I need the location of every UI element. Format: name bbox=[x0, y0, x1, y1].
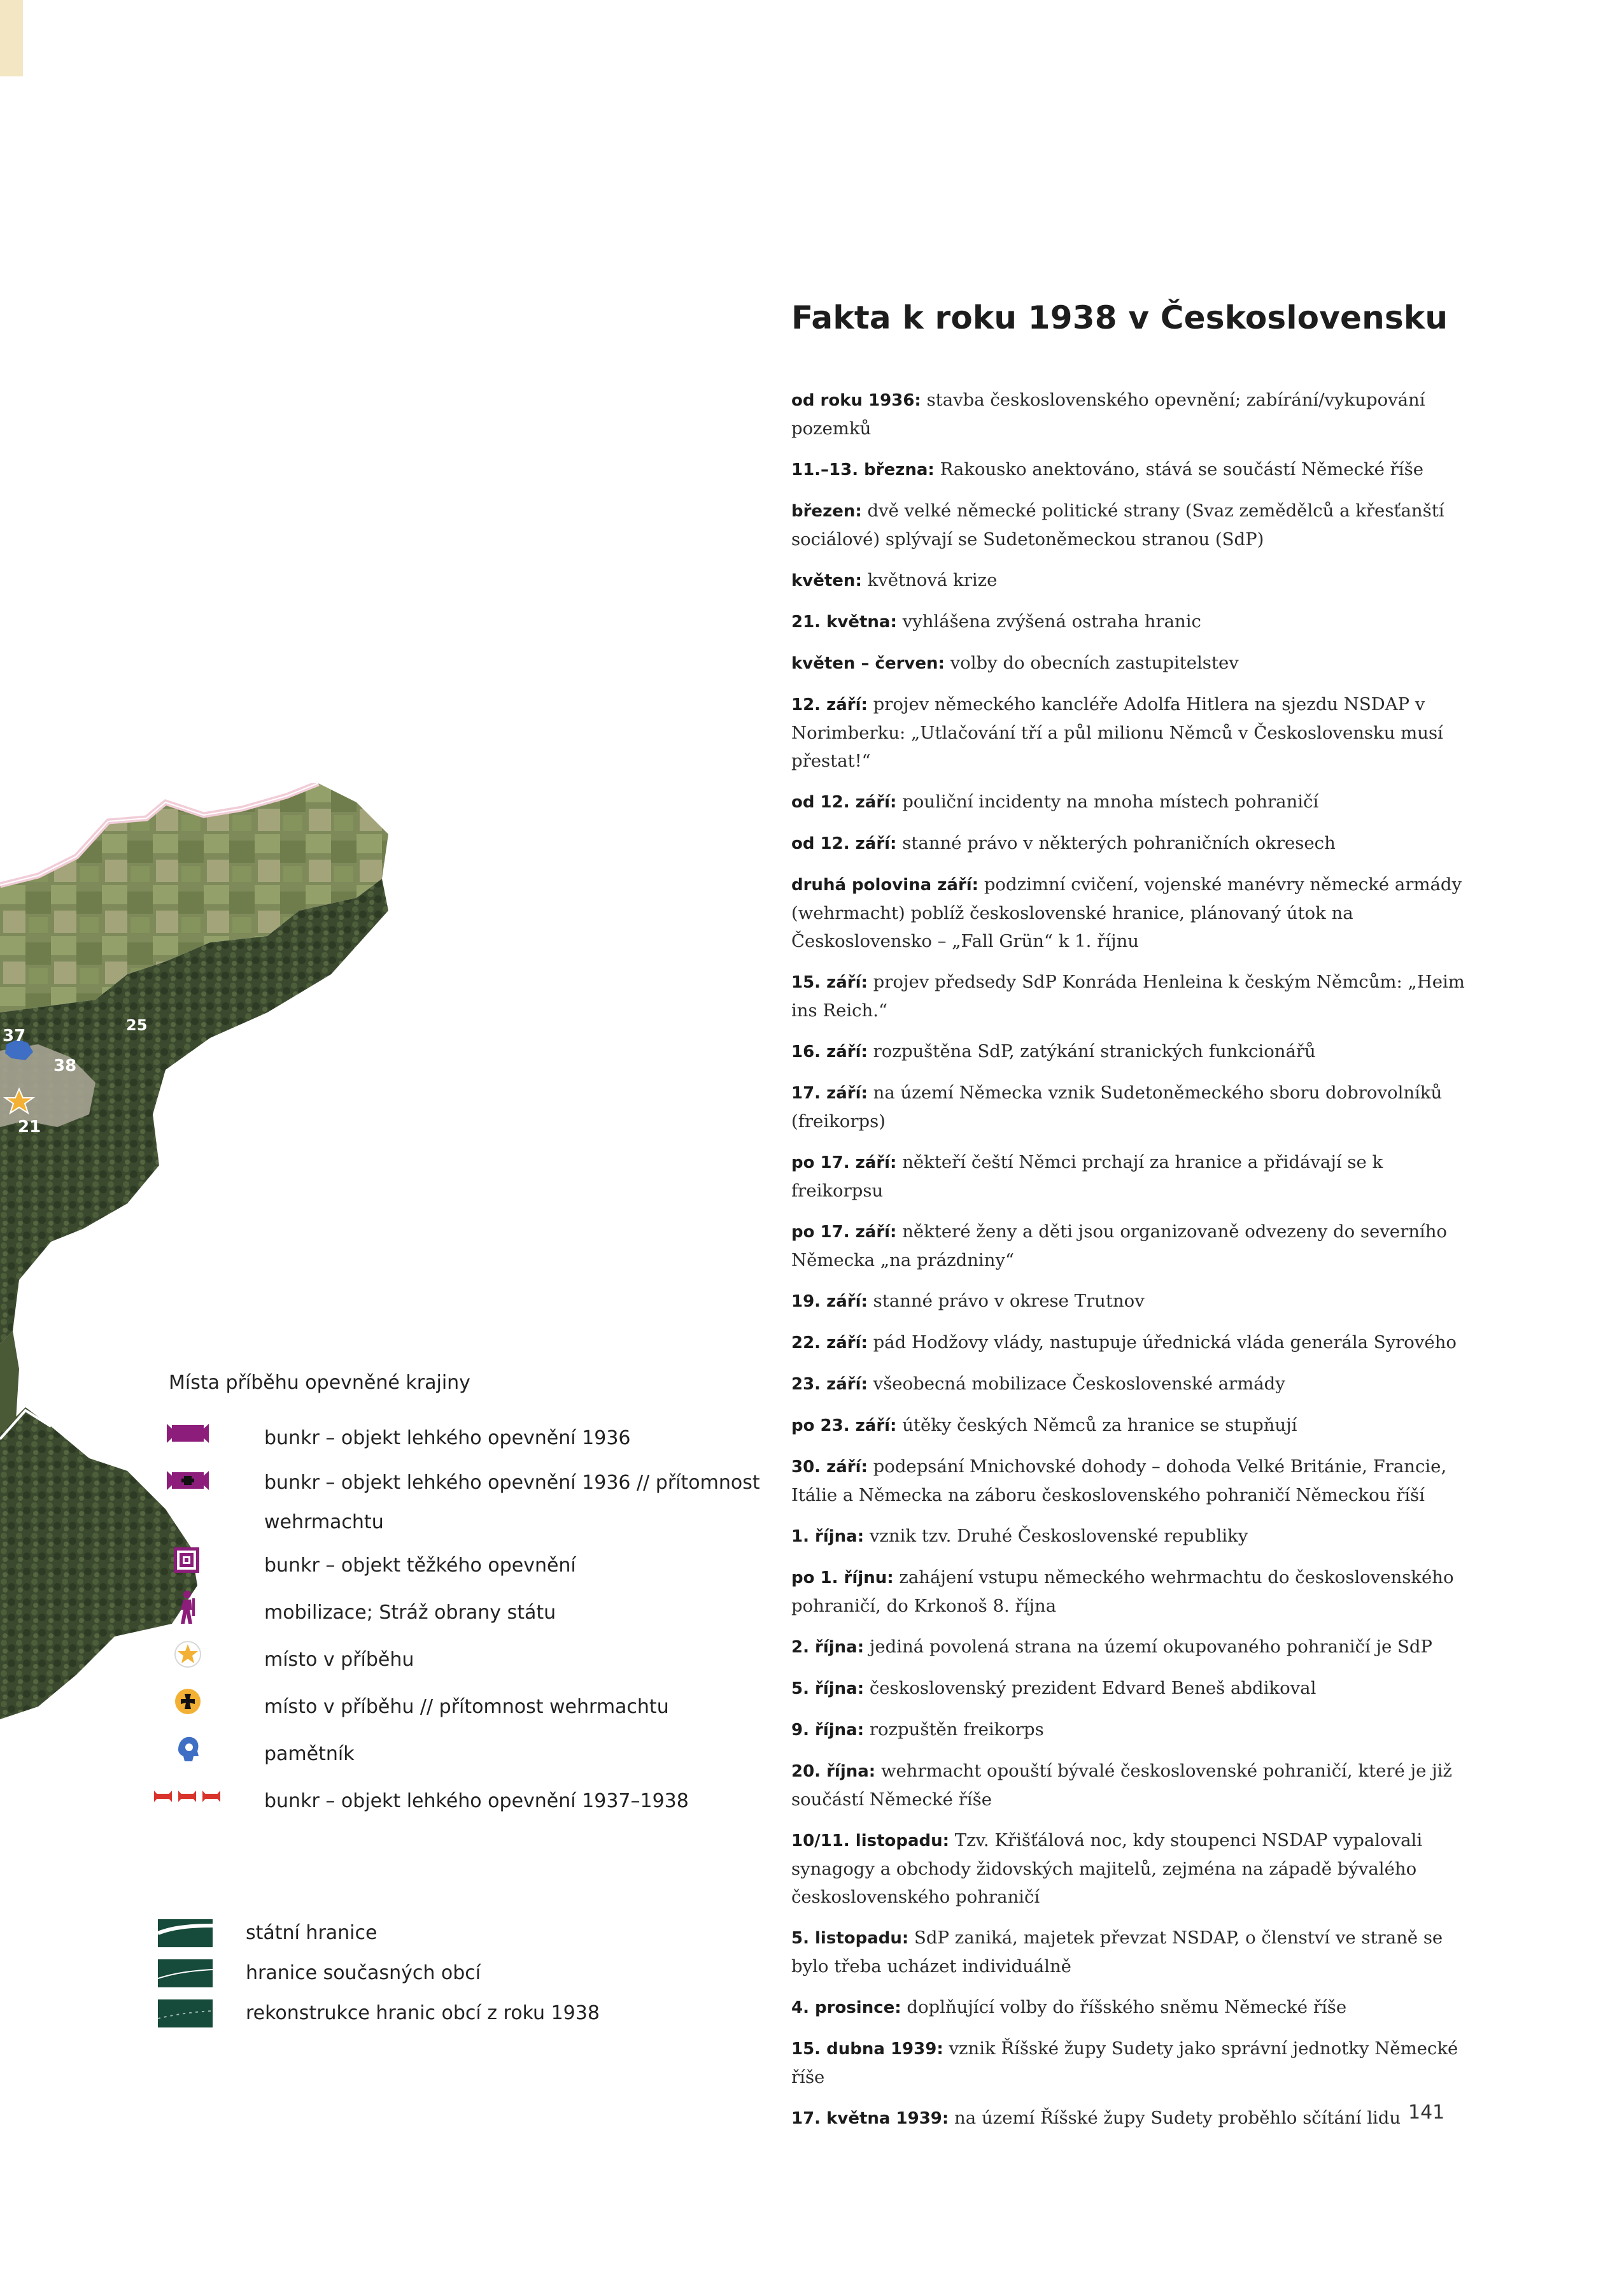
fact-date: 19. září: bbox=[791, 1292, 868, 1311]
fact-text: vznik tzv. Druhé Československé republiky bbox=[864, 1526, 1248, 1546]
fact-item bbox=[791, 1522, 1466, 1551]
fact-text: doplňující volby do říšského sněmu Německé říše bbox=[901, 1997, 1347, 2017]
fact-item bbox=[791, 1037, 1466, 1066]
fact-text: stanné právo v okrese Trutnov bbox=[867, 1291, 1145, 1311]
boundary-label: státní hranice bbox=[246, 1922, 378, 1944]
fact-text: vznik Říšské župy Sudety jako správní jednotky Německé říše bbox=[791, 2038, 1458, 2087]
fact-date: květen: bbox=[791, 571, 862, 590]
legend-label: bunkr – objekt lehkého opevnění 1937–1938 bbox=[264, 1790, 689, 1812]
fact-date: po 17. září: bbox=[791, 1153, 897, 1172]
fact-text: Tzv. Křišťálová noc, kdy stoupenci NSDAP vypalovali synagogy a obchody židovských majitelů, zejména na západě bývalého československého pohraničí bbox=[791, 1830, 1423, 1907]
light-bunker-1936-wehrmacht-icon bbox=[153, 1462, 223, 1498]
legend-label: pamětník bbox=[264, 1743, 355, 1765]
boundary-item bbox=[158, 1919, 642, 1959]
story-cross-icon bbox=[153, 1684, 223, 1719]
fact-item bbox=[791, 566, 1466, 595]
fact-date: 4. prosince: bbox=[791, 1998, 901, 2017]
municipal-border-1938-icon bbox=[158, 1999, 213, 2027]
fact-item bbox=[791, 1148, 1466, 1205]
fact-item bbox=[791, 1411, 1466, 1440]
mobilization-figure-icon bbox=[153, 1589, 223, 1625]
fact-date: po 1. říjnu: bbox=[791, 1568, 894, 1587]
fact-date: od roku 1936: bbox=[791, 391, 921, 410]
fact-date: 22. září: bbox=[791, 1333, 868, 1352]
fact-item bbox=[791, 829, 1466, 858]
fact-text: SdP zaniká, majetek převzat NSDAP, o členství ve straně se bylo třeba ucházet individuálně bbox=[791, 1928, 1443, 1977]
fact-item bbox=[791, 1563, 1466, 1620]
fact-item bbox=[791, 1452, 1466, 1509]
fact-item bbox=[791, 649, 1466, 678]
page-number: 141 bbox=[1408, 2101, 1445, 2124]
fact-date: 15. září: bbox=[791, 973, 868, 992]
fact-date: 11.–13. března: bbox=[791, 460, 935, 479]
boundary-legend bbox=[158, 1919, 642, 2040]
legend-item bbox=[153, 1635, 764, 1682]
fact-text: rozpuštěna SdP, zatýkání stranických funkcionářů bbox=[867, 1041, 1316, 1061]
legend-label: místo v příběhu bbox=[264, 1649, 414, 1671]
fact-date: od 12. září: bbox=[791, 793, 897, 812]
fact-text: dvě velké německé politické strany (Svaz zemědělců a křesťanští sociálové) splývají se Sudetoněmeckou stranou (SdP) bbox=[791, 501, 1444, 550]
fact-item bbox=[791, 1218, 1466, 1274]
fact-item bbox=[791, 788, 1466, 816]
fact-date: 23. září: bbox=[791, 1375, 868, 1394]
legend-item bbox=[153, 1588, 764, 1635]
fact-item bbox=[791, 968, 1466, 1025]
fact-date: 5. října: bbox=[791, 1679, 865, 1698]
legend-item bbox=[153, 1729, 764, 1777]
fact-text: stavba československého opevnění; zabírání/vykupování pozemků bbox=[791, 390, 1425, 439]
fact-item bbox=[791, 690, 1466, 775]
story-star-icon bbox=[153, 1636, 223, 1672]
fact-item bbox=[791, 497, 1466, 553]
fact-item bbox=[791, 455, 1466, 484]
boundary-label: rekonstrukce hranic obcí z roku 1938 bbox=[246, 2002, 600, 2024]
facts-list bbox=[791, 386, 1466, 2145]
boundary-item bbox=[158, 1959, 642, 1999]
fact-date: 15. dubna 1939: bbox=[791, 2040, 943, 2059]
heavy-bunker-icon bbox=[153, 1542, 223, 1578]
fact-item bbox=[791, 1715, 1466, 1744]
fact-item bbox=[791, 1633, 1466, 1661]
fact-text: jediná povolená strana na území okupovaného pohraničí je SdP bbox=[864, 1636, 1432, 1657]
fact-date: po 23. září: bbox=[791, 1416, 897, 1435]
fact-item bbox=[791, 1328, 1466, 1357]
boundary-item bbox=[158, 1999, 642, 2040]
fact-item bbox=[791, 1757, 1466, 1814]
legend-title: Místa příběhu opevněné krajiny bbox=[169, 1372, 470, 1394]
legend-label: mobilizace; Stráž obrany státu bbox=[264, 1601, 556, 1624]
page-title: Fakta k roku 1938 v Československu bbox=[791, 299, 1448, 336]
fact-text: květnová krize bbox=[861, 570, 998, 590]
fact-text: rozpuštěn freikorps bbox=[864, 1719, 1044, 1740]
legend-item bbox=[153, 1541, 764, 1588]
fact-date: druhá polovina září: bbox=[791, 876, 979, 895]
fact-text: stanné právo v některých pohraničních okresech bbox=[896, 833, 1336, 853]
fact-date: květen – červen: bbox=[791, 654, 945, 673]
fact-date: 16. září: bbox=[791, 1042, 868, 1061]
fact-text: vyhlášena zvýšená ostraha hranic bbox=[896, 611, 1201, 632]
legend-item bbox=[153, 1777, 764, 1824]
legend-item bbox=[153, 1682, 764, 1729]
fact-text: na území Německa vznik Sudetoněmeckého sboru dobrovolníků (freikorps) bbox=[791, 1083, 1443, 1132]
fact-text: wehrmacht opouští bývalé československé pohraničí, které je již součástí Německé říše bbox=[791, 1761, 1452, 1810]
fact-text: podzimní cvičení, vojenské manévry německé armády (wehrmacht) poblíž československé hranice, plánovaný útok na Československo – „Fall Grün“ k 1. říjnu bbox=[791, 874, 1462, 951]
fact-text: volby do obecních zastupitelstev bbox=[944, 653, 1239, 673]
fact-item bbox=[791, 2034, 1466, 2091]
fact-text: pouliční incidenty na mnoha místech pohraničí bbox=[896, 792, 1319, 812]
fact-item bbox=[791, 1993, 1466, 2022]
map-label-25: 25 bbox=[126, 1016, 148, 1034]
fact-date: 17. září: bbox=[791, 1084, 868, 1103]
fact-item bbox=[791, 386, 1466, 443]
fact-date: po 17. září: bbox=[791, 1223, 897, 1242]
legend-item bbox=[153, 1414, 764, 1461]
map-label-37: 37 bbox=[3, 1026, 26, 1046]
witness-head-icon bbox=[153, 1731, 223, 1766]
state-border-icon bbox=[158, 1919, 213, 1947]
fact-text: někteří čeští Němci prchají za hranice a přidávají se k freikorpsu bbox=[791, 1152, 1383, 1201]
fact-item bbox=[791, 1079, 1466, 1135]
fact-date: 2. října: bbox=[791, 1638, 865, 1657]
fact-text: československý prezident Edvard Beneš abdikoval bbox=[864, 1678, 1317, 1698]
fact-date: 20. října: bbox=[791, 1762, 876, 1781]
legend-list bbox=[153, 1414, 764, 1824]
fact-date: 1. října: bbox=[791, 1527, 865, 1546]
legend-label: bunkr – objekt lehkého opevnění 1936 // přítomnost wehrmachtu bbox=[264, 1472, 760, 1533]
legend-label: bunkr – objekt těžkého opevnění bbox=[264, 1554, 576, 1577]
boundary-label: hranice současných obcí bbox=[246, 1962, 481, 1984]
map-label-21: 21 bbox=[18, 1118, 41, 1137]
fact-date: 21. května: bbox=[791, 613, 897, 632]
fact-date: 10/11. listopadu: bbox=[791, 1831, 950, 1850]
fact-item bbox=[791, 1674, 1466, 1703]
fact-text: některé ženy a děti jsou organizovaně odvezeny do severního Německa „na prázdniny“ bbox=[791, 1221, 1447, 1270]
light-bunker-1936-icon bbox=[153, 1415, 223, 1451]
fact-date: 5. listopadu: bbox=[791, 1929, 909, 1948]
fact-date: březen: bbox=[791, 502, 862, 521]
fact-item bbox=[791, 607, 1466, 636]
fact-date: od 12. září: bbox=[791, 834, 897, 853]
legend-label: bunkr – objekt lehkého opevnění 1936 bbox=[264, 1427, 631, 1449]
fact-item bbox=[791, 1370, 1466, 1398]
fact-text: na území Říšské župy Sudety proběhlo sčítání lidu bbox=[949, 2108, 1401, 2128]
fact-item bbox=[791, 1826, 1466, 1911]
light-bunker-1937-1938-icon bbox=[153, 1778, 223, 1814]
fact-text: Rakousko anektováno, stává se součástí Německé říše bbox=[934, 459, 1423, 479]
fact-text: projev německého kancléře Adolfa Hitlera na sjezdu NSDAP v Norimberku: „Utlačování tří a půl milionu Němců v Československu musí přestat!“ bbox=[791, 694, 1443, 771]
fact-date: 12. září: bbox=[791, 695, 868, 714]
fact-date: 30. září: bbox=[791, 1458, 868, 1477]
fact-item bbox=[791, 1924, 1466, 1980]
fact-item bbox=[791, 1287, 1466, 1316]
fact-date: 9. října: bbox=[791, 1721, 865, 1740]
fact-text: podepsání Mnichovské dohody – dohoda Velké Británie, Francie, Itálie a Německa na záboru československého pohraničí Německou říší bbox=[791, 1456, 1447, 1505]
fact-text: pád Hodžovy vlády, nastupuje úřednická vláda generála Syrového bbox=[867, 1332, 1457, 1352]
fact-text: projev předsedy SdP Konráda Henleina k českým Němcům: „Heim ins Reich.“ bbox=[791, 972, 1465, 1021]
fact-text: zahájení vstupu německého wehrmachtu do československého pohraničí, do Krkonoš 8. října bbox=[791, 1567, 1454, 1616]
fact-date: 17. května 1939: bbox=[791, 2109, 949, 2128]
fact-text: útěky českých Němců za hranice se stupňují bbox=[896, 1415, 1297, 1435]
legend-item bbox=[153, 1461, 764, 1541]
map-label-38: 38 bbox=[53, 1056, 77, 1076]
legend-label: místo v příběhu // přítomnost wehrmachtu bbox=[264, 1696, 669, 1718]
fact-item bbox=[791, 870, 1466, 955]
fact-text: všeobecná mobilizace Československé armády bbox=[867, 1374, 1285, 1394]
fact-item bbox=[791, 2104, 1466, 2133]
municipal-border-icon bbox=[158, 1959, 213, 1987]
page-corner-tab bbox=[0, 0, 23, 76]
